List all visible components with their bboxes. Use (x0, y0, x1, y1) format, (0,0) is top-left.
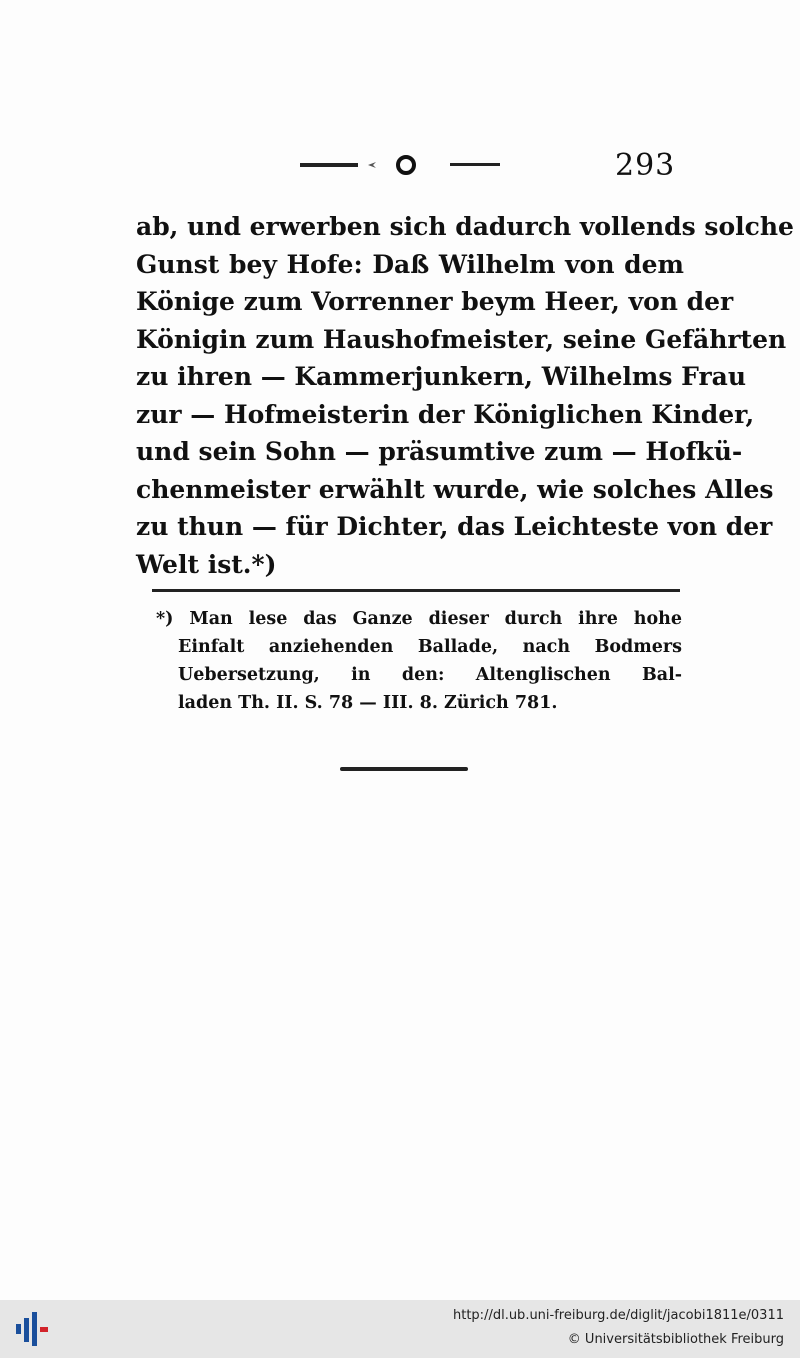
text-line: chenmeister erwählt wurde, wie solches Alles (136, 474, 774, 504)
text-line: zur — Hofmeisterin der Königlichen Kinder, (136, 399, 755, 429)
footnote-line: Uebersetzung, in den: Altenglischen Bal- (178, 665, 682, 685)
text-line: zu thun — für Dichter, das Leichteste von der (136, 512, 773, 541)
page-number: 293 (615, 148, 676, 183)
text-line: Gunst bey Hofe: Daß Wilhelm von dem (136, 249, 684, 279)
header-ornament (300, 150, 500, 180)
text-line: und sein Sohn — präsumtive zum — Hofkü- (136, 437, 743, 466)
source-url[interactable]: http://dl.ub.uni-freiburg.de/diglit/jacobi1811e/0311 (453, 1308, 784, 1323)
main-text (136, 208, 794, 583)
footer-bar (0, 1300, 800, 1358)
text-line: Welt ist.*) (136, 549, 277, 579)
library-logo-icon (12, 1310, 52, 1348)
footnote-divider (152, 589, 680, 592)
copyright-text: © Universitätsbibliothek Freiburg (567, 1332, 784, 1347)
footnote-line: *) Man lese das Ganze dieser durch ihre hohe (156, 609, 682, 629)
end-ornament-rule (340, 767, 468, 771)
text-line: Könige zum Vorrenner beym Heer, von der (136, 287, 734, 316)
footnote-line: Einfalt anziehenden Ballade, nach Bodmers (178, 637, 682, 657)
text-line: ab, und erwerben sich dadurch vollends solche (136, 212, 794, 241)
footnote-line: laden Th. II. S. 78 — III. 8. Zürich 781. (178, 693, 558, 713)
footnote (156, 605, 682, 717)
text-line: Königin zum Haushofmeister, seine Gefährten (136, 324, 787, 354)
text-line: zu ihren — Kammerjunkern, Wilhelms Frau (136, 362, 746, 391)
